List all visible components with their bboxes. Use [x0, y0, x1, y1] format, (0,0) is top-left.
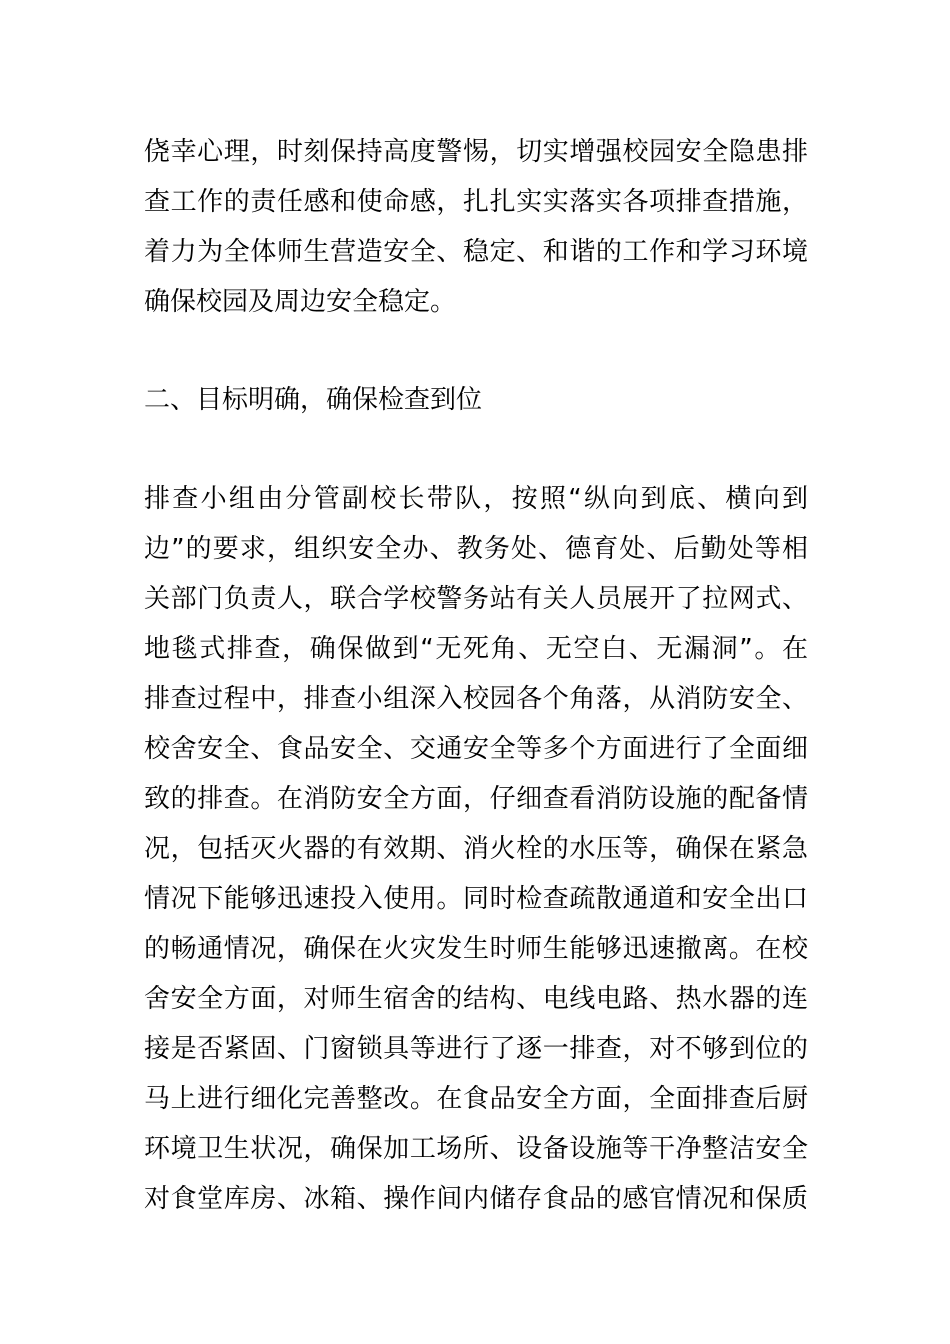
text-line: 况，包括灭火器的有效期、消火栓的水压等，确保在紧急 [144, 834, 808, 864]
text-line: 关部门负责人，联合学校警务站有关人员展开了拉网式、 [144, 584, 808, 614]
text-line: 侥幸心理，时刻保持高度警惕，切实增强校园安全隐患排 [144, 137, 808, 167]
text-line: 马上进行细化完善整改。在食品安全方面，全面排查后厨 [144, 1084, 808, 1114]
text-line: 舍安全方面，对师生宿舍的结构、电线电路、热水器的连 [144, 984, 808, 1014]
text-line: 校舍安全、食品安全、交通安全等多个方面进行了全面细 [144, 734, 808, 764]
heading-text: 二、目标明确，确保检查到位 [144, 385, 483, 415]
paragraph-body [144, 474, 808, 1224]
section-heading [144, 375, 808, 425]
text-line: 情况下能够迅速投入使用。同时检查疏散通道和安全出口 [144, 884, 808, 914]
text-line: 的畅通情况，确保在火灾发生时师生能够迅速撤离。在校 [144, 934, 808, 964]
text-line: 边”的要求，组织安全办、教务处、德育处、后勤处等相 [144, 534, 808, 564]
text-line: 环境卫生状况，确保加工场所、设备设施等干净整洁安全 [144, 1134, 808, 1164]
text-line: 查工作的责任感和使命感，扎扎实实落实各项排查措施， [144, 187, 808, 217]
text-line: 排查过程中，排查小组深入校园各个角落，从消防安全、 [144, 684, 808, 714]
text-line: 着力为全体师生营造安全、稳定、和谐的工作和学习环境 [144, 237, 808, 267]
text-line: 地毯式排查，确保做到“无死角、无空白、无漏洞”。在 [144, 634, 808, 664]
paragraph-intro [144, 127, 808, 327]
text-line: 接是否紧固、门窗锁具等进行了逐一排查，对不够到位的 [144, 1034, 808, 1064]
text-line: 对食堂库房、冰箱、操作间内储存食品的感官情况和保质 [144, 1184, 808, 1214]
text-line: 致的排查。在消防安全方面，仔细查看消防设施的配备情 [144, 784, 808, 814]
text-line: 排查小组由分管副校长带队，按照“纵向到底、横向到 [144, 484, 808, 514]
text-line: 确保校园及周边安全稳定。 [144, 287, 457, 317]
